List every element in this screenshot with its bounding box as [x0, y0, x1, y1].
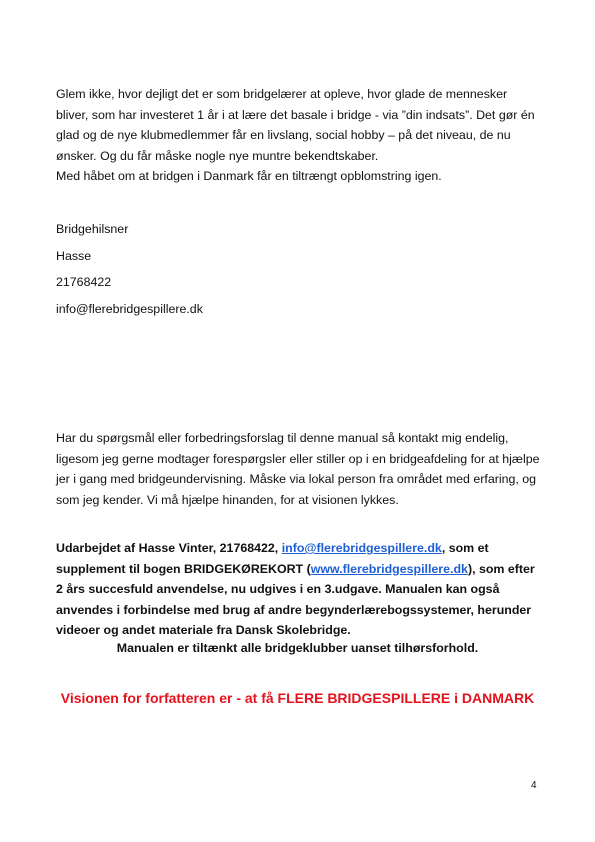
credits-text-1: Udarbejdet af Hasse Vinter, 21768422, [56, 541, 282, 555]
all-clubs-note: Manualen er tiltænkt alle bridgeklubber uanset tilhørsforhold. [116, 641, 479, 655]
signature-greeting: Bridgehilsner [56, 222, 129, 236]
credits-text-2: , som et supplement til bogen BRIDGEKØREKORT ( [56, 541, 489, 576]
page-number: 4 [531, 780, 537, 791]
signature-name: Hasse [56, 249, 92, 263]
intro-paragraph: Glem ikke, hvor dejligt det er som bridgelærer at opleve, hvor glade de mennesker bliver, som har investeret 1 år i at lære det basale i bridge - via ”din indsats”. Det gør én glad og de nye klubmedlemmer får en livslang, social hobby – på det niveau, de nu ønsker. Og du får måske nogle nye muntre bekendtskaber. [56, 87, 535, 163]
vision-statement: Visionen for forfatteren er - at få FLERE BRIDGESPILLERE i DANMARK [60, 690, 535, 706]
signature-phone: 21768422 [56, 275, 112, 289]
credits-text-3: ), som efter 2 års succesfuld anvendelse, nu udgives i en 3.udgave. Manualen kan også anvendes i forbindelse med brug af andre begynderlærebogssystemer, herunder videoer og andet materiale fra Dansk Skolebridge. [56, 561, 535, 637]
email-link[interactable]: info@flerebridgespillere.dk [281, 541, 442, 555]
hope-paragraph: Med håbet om at bridgen i Danmark får en tiltrængt opblomstring igen. [56, 169, 442, 183]
credits-paragraph [56, 538, 541, 641]
contact-paragraph: Har du spørgsmål eller forbedringsforslag til denne manual så kontakt mig endelig, ligesom jeg gerne modtager forespørgsler eller stiller op i en bridgeafdeling for at hjælpe jer i gang med bridgeundervisning. Måske via lokal person fra området med erfaring, og som jeg kender. Vi må hjælpe hinanden, for at visionen lykkes. [56, 431, 540, 507]
signature-email: info@flerebridgespillere.dk [56, 302, 203, 316]
website-link[interactable]: www.flerebridgespillere.dk [310, 561, 468, 576]
